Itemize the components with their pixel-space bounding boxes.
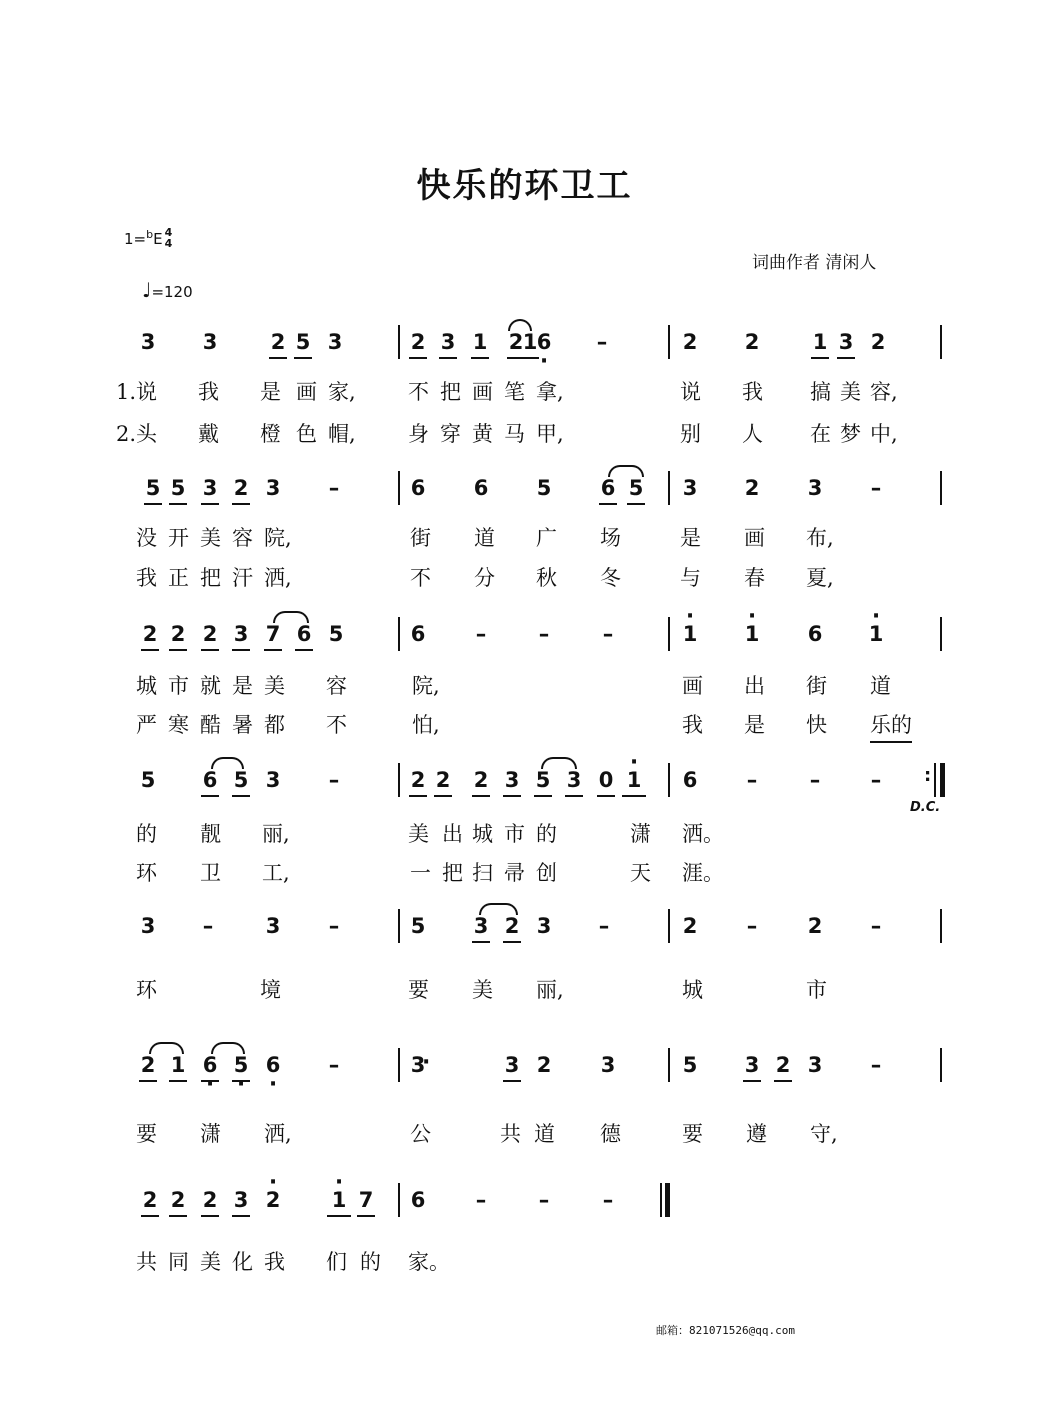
bar-line [940,325,942,359]
lyric: 容 [232,526,253,550]
note: 3 [198,476,222,500]
lyric: 靓 [200,822,221,846]
note: 3 [436,330,460,354]
note: 2 [807,914,823,938]
lyric: 化 [232,1250,253,1274]
final-bar-thick [665,1183,670,1217]
lyric: 街 [410,526,431,550]
bar-line [398,471,400,505]
lyric: 的 [136,822,157,846]
note: 2 [744,476,760,500]
lyric: 春 [744,566,765,590]
note: 5 [682,1053,698,1077]
lyric: 城 [136,674,157,698]
lyric: 寒 [168,713,189,737]
note: 6 [807,622,823,646]
note: · 6 [261,1053,285,1077]
lyric: 说 [680,380,701,404]
lyric: 中, [870,422,898,446]
lyric: 是 [680,526,701,550]
lyric: 的 [536,822,557,846]
lyric: 乐的 [870,713,912,737]
lyric: 2.头 [116,422,158,446]
tie-arc [508,319,532,331]
lyric: 创 [536,861,557,885]
lyric: 共 [136,1250,157,1274]
note: – [538,1188,550,1212]
note: 5 [141,476,165,500]
note: · 6 [198,1053,222,1077]
lyric: 快 [806,713,827,737]
lyric: 要 [408,978,429,1002]
lyric: 别 [680,422,701,446]
note: 3 [740,1053,764,1077]
note: 2 [500,914,524,938]
note: 6 [473,476,489,500]
note: – [602,1188,614,1212]
note: 6 [292,622,316,646]
lyric: 市 [504,822,525,846]
key-note: E [153,230,163,248]
note: 2 [744,330,760,354]
time-top: 4 [164,225,173,239]
note: 3 [265,914,281,938]
bar-line [668,617,670,651]
lyric: 画 [472,380,493,404]
time-bottom: 4 [164,236,173,250]
note: 3 [500,768,524,792]
note: 3 [140,330,156,354]
tie-arc [149,1042,184,1054]
lyric: 冬 [600,566,621,590]
lyric: 市 [168,674,189,698]
repeat-bar-thick [940,763,945,797]
lyric: 开 [168,526,189,550]
lyric: 工, [262,861,290,885]
note: 2 [469,768,493,792]
lyric: 拿, [536,380,564,404]
tie-arc [273,611,309,623]
bar-line [398,1183,400,1217]
lyric: 街 [806,674,827,698]
note: 3 [327,330,343,354]
lyric: 丽, [536,978,564,1002]
tie-arc [608,465,644,477]
note: 5 [140,768,156,792]
note: – [746,768,758,792]
note: 5 [624,476,648,500]
note: 3 [500,1053,524,1077]
note: 6 [410,622,426,646]
lyric: 要 [682,1122,703,1146]
note: 1 [518,330,542,354]
note: 3 [834,330,858,354]
note: 7 [354,1188,378,1212]
repeat-dots: : [924,765,932,786]
lyric: 夏, [806,566,834,590]
lyric: 洒, [264,1122,292,1146]
note: – [870,1053,882,1077]
lyric: 帽, [328,422,356,446]
note: – [475,622,487,646]
note: 3 [536,914,552,938]
bar-line [398,763,400,797]
final-bar-thin [660,1183,662,1217]
bar-line [398,909,400,943]
lyric: 我 [742,380,763,404]
lyric: 黄 [472,422,493,446]
note: 5 [166,476,190,500]
lyric: 美 [472,978,493,1002]
lyric: 不 [410,566,431,590]
lyric: 都 [264,713,285,737]
note: 3 [682,476,698,500]
lyric: 暑 [232,713,253,737]
note: 2 [504,330,528,354]
note: 2 [138,1188,162,1212]
note: 2 [682,914,698,938]
note: · 3 [406,1053,430,1077]
lyric: 道 [474,526,495,550]
lyric: 的 [360,1250,381,1274]
note: – [602,622,614,646]
bar-line [668,325,670,359]
note: 5 [328,622,344,646]
song-title: 快乐的环卫工 [416,166,633,206]
lyric: 戴 [198,422,219,446]
lyric: 城 [682,978,703,1002]
note: 5 [229,768,253,792]
lyric: 画 [744,526,765,550]
lyric: 一 [410,861,431,885]
lyric: 潇 [630,822,651,846]
lyric: 家, [328,380,356,404]
note: 1 · [864,622,888,646]
time-signature [165,227,173,249]
lyric: 汗 [232,566,253,590]
lyric: 分 [474,566,495,590]
note: 3 [562,768,586,792]
note: 2 [536,1053,552,1077]
lyric: 我 [136,566,157,590]
note: – [202,914,214,938]
tie-arc [211,757,244,769]
note: 5 [291,330,315,354]
note: 6 [682,768,698,792]
note: 0 [594,768,618,792]
note: 1 · [678,622,702,646]
lyric: 我 [264,1250,285,1274]
lyric: 德 [600,1122,621,1146]
note: 5 [536,476,552,500]
lyric: 院, [264,526,292,550]
repeat-bar-thin [934,763,936,797]
tie-arc [211,1042,245,1054]
note: 3 [229,1188,253,1212]
lyric: 身 [408,422,429,446]
note: – [870,914,882,938]
lyric: 不 [408,380,429,404]
note: 2 [870,330,886,354]
note: 3 [807,476,823,500]
lyric: 环 [136,861,157,885]
bar-line [940,909,942,943]
lyric: 1.说 [116,380,158,404]
lyric: 共 [500,1122,521,1146]
lyric: 天 [630,861,651,885]
lyric: 画 [296,380,317,404]
lyric: 怕, [412,713,440,737]
note: 2 [406,330,430,354]
lyric: 同 [168,1250,189,1274]
note: – [538,622,550,646]
lyric: 守, [810,1122,838,1146]
lyric: 潇 [200,1122,221,1146]
lyric: 洒, [264,566,292,590]
note: 1 [166,1053,190,1077]
lyric: 美 [840,380,861,404]
lyric: 帚 [504,861,525,885]
lyric: 城 [472,822,493,846]
lyric: 道 [534,1122,555,1146]
flat-sign: b [146,228,154,241]
lyric: 家。 [408,1250,450,1274]
bar-line [940,471,942,505]
note: 5 [531,768,555,792]
note: 2 [138,622,162,646]
lyric: 道 [870,674,891,698]
note: – [870,768,882,792]
lyric: 不 [326,713,347,737]
lyric: 正 [168,566,189,590]
lyric: 广 [536,526,557,550]
bar-line [398,617,400,651]
note: 2 [266,330,290,354]
lyric: 境 [260,978,281,1002]
key-signature [124,225,173,251]
note: 2 [136,1053,160,1077]
lyric: 布, [806,526,834,550]
note: – [328,1053,340,1077]
bar-line [668,909,670,943]
tie-arc [541,757,577,769]
note: 2 [431,768,455,792]
note: 3 [265,768,281,792]
bar-line [940,1048,942,1082]
tempo-marking [142,278,193,302]
bar-line [398,325,400,359]
tempo-value: =120 [151,283,193,301]
lyric: 我 [682,713,703,737]
lyric: 是 [744,713,765,737]
lyric: 场 [600,526,621,550]
lyric: 美 [200,1250,221,1274]
note: 3 [229,622,253,646]
quarter-note-icon: ♩ [142,278,152,302]
note: 3 [202,330,218,354]
lyric: 把 [440,380,461,404]
lyric: 秋 [536,566,557,590]
note: – [328,914,340,938]
lyric: 扫 [472,861,493,885]
lyric: 搞 [810,380,831,404]
lyric: 环 [136,978,157,1002]
lyric: 院, [412,674,440,698]
note: – [328,768,340,792]
note: 3 [600,1053,616,1077]
lyric: 人 [742,422,763,446]
lyric: 与 [680,566,701,590]
note: 2 [166,1188,190,1212]
lyric: 在 [810,422,831,446]
note: – [598,914,610,938]
lyric: 色 [296,422,317,446]
note: 6 [198,768,222,792]
dc-marking: D.C. [910,800,941,815]
note: 2 [771,1053,795,1077]
note: 2 [229,476,253,500]
note: 6 [596,476,620,500]
key-label: 1= [124,230,147,248]
lyric: 们 [326,1250,347,1274]
note: 6 [410,476,426,500]
lyric: 就 [200,674,221,698]
lyric: 橙 [260,422,281,446]
lyric: 酷 [200,713,221,737]
note: – [596,330,608,354]
note: 2 [198,622,222,646]
tie-arc [479,903,518,915]
lyric: 梦 [840,422,861,446]
lyric: 涯。 [682,861,724,885]
author-credit: 词曲作者 清闲人 [752,253,877,273]
lyric: 容, [870,380,898,404]
bar-line [940,617,942,651]
note: 2 [682,330,698,354]
lyric: 卫 [200,861,221,885]
note: 3 [807,1053,823,1077]
note: – [870,476,882,500]
note: · 5 [229,1053,253,1077]
note: 3 [469,914,493,938]
note: 2 · [261,1188,285,1212]
lyric: 笔 [504,380,525,404]
footer-email: 邮箱：821071526@qq.com [656,1324,795,1337]
note: 1 [808,330,832,354]
note: 5 [410,914,426,938]
lyric: 没 [136,526,157,550]
note: 2 [198,1188,222,1212]
bar-line [398,1048,400,1082]
lyric: 把 [200,566,221,590]
lyric: 公 [410,1122,431,1146]
note: – [328,476,340,500]
lyric: 出 [442,822,463,846]
note: – [809,768,821,792]
note: 2 [406,768,430,792]
lyric: 把 [442,861,463,885]
note: 3 [140,914,156,938]
lyric: 美 [264,674,285,698]
lyric: 甲, [536,422,564,446]
lyric: 是 [232,674,253,698]
note: – [475,1188,487,1212]
lyric: 丽, [262,822,290,846]
note: 1 · [740,622,764,646]
note: 1 [468,330,492,354]
note: 7 [261,622,285,646]
note: 2 [166,622,190,646]
lyric: 美 [408,822,429,846]
lyric: 马 [504,422,525,446]
lyric: 出 [744,674,765,698]
note: 6 [410,1188,426,1212]
note: 3 [265,476,281,500]
lyric: 市 [806,978,827,1002]
lyric: 美 [200,526,221,550]
note: – [746,914,758,938]
lyric: 我 [198,380,219,404]
lyric: 遵 [746,1122,767,1146]
lyric: 要 [136,1122,157,1146]
lyric: 洒。 [682,822,724,846]
lyric: 画 [682,674,703,698]
bar-line [668,1048,670,1082]
bar-line [668,471,670,505]
lyric: 容 [326,674,347,698]
note: · 6 [532,330,556,354]
lyric: 严 [136,713,157,737]
note: 1 · [622,768,646,792]
lyric: 是 [260,380,281,404]
note: 1 · [327,1188,351,1212]
lyric: 穿 [440,422,461,446]
bar-line [668,763,670,797]
